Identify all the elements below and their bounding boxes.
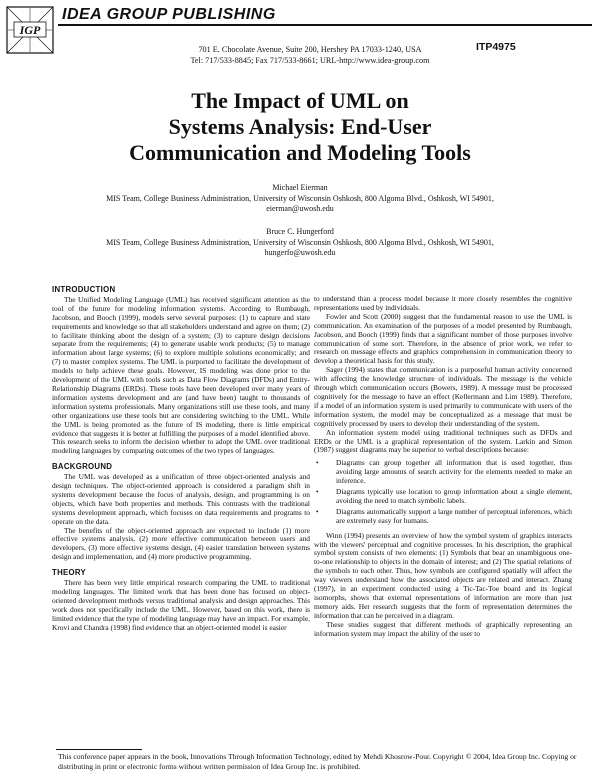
bullet-icon: •	[316, 506, 319, 516]
paragraph: These studies suggest that different methods of graphically representing an information system may impact the ability of the user to	[314, 619, 572, 638]
list-item	[316, 458, 572, 486]
bullet-icon: •	[316, 487, 319, 497]
title-line-3: Communication and Modeling Tools	[129, 140, 471, 165]
right-column	[314, 295, 572, 639]
logo-text: IGP	[19, 23, 41, 37]
publisher-name: IDEA GROUP PUBLISHING	[62, 6, 276, 23]
footer-rule	[56, 749, 142, 750]
author-2	[40, 227, 560, 259]
bullet-icon: •	[316, 458, 319, 468]
copyright-notice: This conference paper appears in the book, Innovations Through Information Technology, edited by Mehdi Khosrow-Pour. Copyright © 2004, Idea Group Inc. Copying or distributing in print or electronic forms without written permission of Idea Group Inc. is prohibited.	[58, 752, 577, 771]
author-name: Michael Eierman	[272, 183, 328, 192]
list-item-text: Diagrams automatically support a large number of perceptual inferences, which are extremely easy for humans.	[336, 506, 572, 525]
list-item	[316, 487, 572, 506]
paragraph: Fowler and Scott (2000) suggest that the fundamental reason to use the UML is communication. An examination of the purposes of a model presented by Rumbaugh, Jacobson, and Booch (1999) finds that a significant number of those purposes involve communication of some sort. Therefore, in the absence of prior work, we refer to research on message effects and graphics comprehension in communication theory to develop a theoretical basis for this study.	[314, 311, 572, 366]
title-line-2: Systems Analysis: End-User	[168, 114, 432, 139]
paragraph: to understand than a process model because it more closely resembles the cognitive representations used by individuals.	[314, 294, 572, 312]
section-heading-theory: THEORY	[52, 568, 87, 578]
paragraph: Winn (1994) presents an overview of how the symbol system of graphics interacts with the viewers' perceptual and cognitive processes. In his description, the graphical symbol system consists of two elements: (1) Symbols that bear an unambiguous one-to-one relationship to objects in the domain of interest; and (2) The spatial relations of the symbols to each other. Thus, how symbols are configured spatially will affect the way viewers understand how the associated objects are related and interact. Zhang (1997), in an experiment conducted using a Tic-Tac-Toe board and its logical isomorphs, shows that external representations of information are more than just memory aids. Her research suggests that the form of representation determines the information that can be perceived in a diagram.	[314, 530, 572, 620]
author-affiliation: MIS Team, College Business Administration, University of Wisconsin Oshkosh, 800 Algoma Blvd., Oshkosh, WI 54901,	[106, 237, 494, 247]
address-line-1: 701 E. Chocolate Avenue, Suite 200, Hershey PA 17033-1240, USA	[198, 45, 422, 54]
paragraph: The benefits of the object-oriented approach are expected to include (1) more effective systems analysis, (2) more effective communication between users and developers, (3) more effective systems design, (4) easier translation between systems design and implementation, and (4) more productive programming.	[52, 525, 310, 562]
author-email: hungerfo@uwosh.edu	[264, 248, 336, 257]
address-line-2: Tel: 717/533-8845; Fax 717/533-8661; URL-http://www.idea-group.com	[190, 56, 430, 65]
list-item-text: Diagrams typically use location to group information about a single element, avoiding the need to match symbolic labels.	[336, 487, 572, 505]
publisher-address	[90, 44, 530, 66]
igp-logo	[6, 6, 54, 54]
title-line-1: The Impact of UML on	[191, 88, 409, 113]
header-rule	[58, 24, 592, 26]
list-item	[316, 506, 572, 526]
paper-code: ITP4975	[476, 41, 516, 53]
paragraph: The Unified Modeling Language (UML) has received significant attention as the tool of the future for modeling information systems. According to Rumbaugh, Jacobson, and Booch (1999), models serve several purposes: (1) to capture and state requirements and knowledge so that all stakeholders understand and agree on them; (2) to facilitate thinking about the design of a system; (3) to capture design decisions separate from the requirements; (4) to generate usable work products; (5) to manage information about large systems; (6) to explore multiple solutions economically; and (7) to master complex systems. The UML is purported to facilitate the development of models to help achieve these goals. However, IS modeling was done prior to the development of the UML with tools such as Data Flow Diagrams (DFDs) and Entity-Relationship Diagrams (ERDs). These tools have been developed over many years of information systems development and are (and have been) taught to thousands of information systems professionals. Many organizations still use these tools, and many other organizations use these tools but are considering switching to the UML. While the UML is being promoted as the future of IS modeling, there is little empirical evidence that suggests it is better at fulfilling the purposes of a model identified above. This research seeks to inform the decision whether to adopt the UML over traditional modeling languages by comparing outcomes of the two types of languages.	[52, 294, 310, 456]
author-email: eierman@uwosh.edu	[266, 204, 334, 213]
paragraph: There has been very little empirical research comparing the UML to traditional modeling languages. The limited work that has been done has focused on object-oriented development methods versus traditional analysis and design approaches. This work does not specifically include the UML. However, based on this work, there is limited evidence that the type of modeling language may have an impact. For example, Krovi and Chandra (1998) find evidence that an object-oriented model is easier	[52, 578, 310, 632]
author-1	[40, 183, 560, 215]
list-item-text: Diagrams can group together all information that is used together, thus avoiding large amounts of search activity for the elements needed to make an inference.	[336, 458, 572, 486]
paragraph: The UML was developed as a unification of three object-oriented analysis and design techniques. The object-oriented approach is considered a paradigm shift in systems development because the focus of analysis, design, and programming is on objects, which have both properties and methods. This contrasts with the traditional systems development approach, which focuses on data requirements and programs to operate on the data.	[52, 472, 310, 526]
paragraph: Sager (1994) states that communication is a purposeful human activity concerned with affecting the knowledge structure of individuals. The message is the vehicle through which communication occurs (Bowers, 1989). A message must be processed cognitively for the message to have an effect (Kellermann and Lim 1989). Therefore, if a model of an information system is used primarily to communicate with users of the information system, the model may be conceptualized as a message that must be cognitively processed by users to develop their understanding of the system.	[314, 365, 572, 428]
bullet-list	[314, 459, 572, 525]
left-column	[52, 286, 310, 633]
section-heading-background: BACKGROUND	[52, 462, 113, 472]
paper-title	[40, 88, 560, 166]
paragraph: An information system model using traditional techniques such as DFDs and ERDs or the UML is a graphical representation of the system. Larkin and Simon (1987) suggest diagrams may be superior to verbal descriptions because:	[314, 427, 572, 455]
author-affiliation: MIS Team, College Business Administration, University of Wisconsin Oshkosh, 800 Algoma Blvd., Oshkosh, WI 54901,	[106, 193, 494, 203]
author-name: Bruce C. Hungerford	[266, 227, 334, 236]
section-heading-introduction: INTRODUCTION	[52, 285, 116, 294]
